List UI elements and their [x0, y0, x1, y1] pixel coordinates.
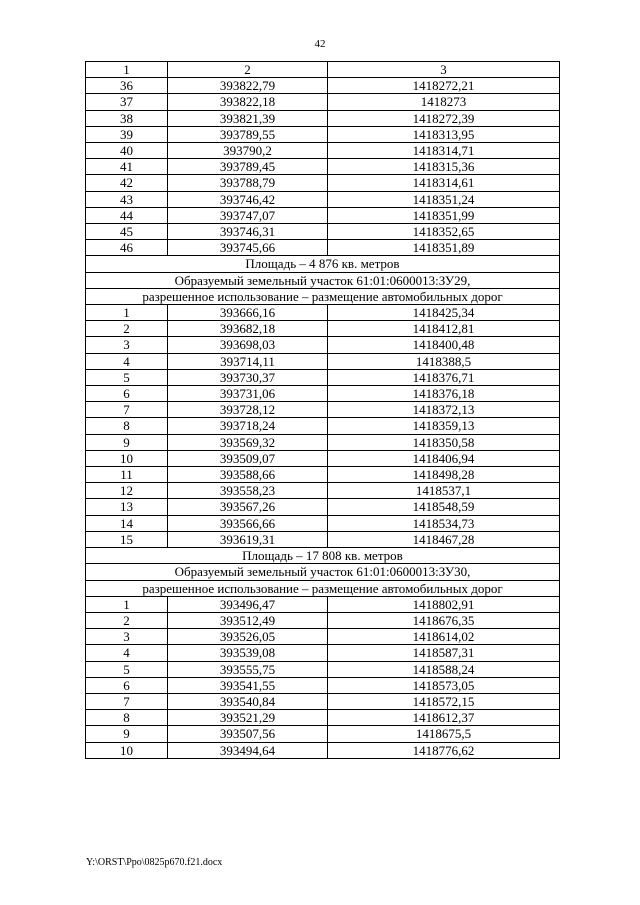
y-coordinate-cell: 1418412,81 — [328, 321, 560, 337]
x-coordinate-cell: 393789,55 — [168, 126, 328, 142]
table-row — [86, 224, 560, 240]
point-number-cell: 2 — [86, 321, 168, 337]
x-coordinate-cell: 393728,12 — [168, 402, 328, 418]
y-coordinate-cell: 1418802,91 — [328, 596, 560, 612]
y-coordinate-cell: 1418359,13 — [328, 418, 560, 434]
table-row — [86, 321, 560, 337]
table-header — [86, 62, 560, 78]
point-number-cell: 10 — [86, 450, 168, 466]
y-coordinate-cell: 1418273 — [328, 94, 560, 110]
table-row — [86, 126, 560, 142]
x-coordinate-cell: 393714,11 — [168, 353, 328, 369]
table-row — [86, 386, 560, 402]
y-coordinate-cell: 1418272,21 — [328, 78, 560, 94]
y-coordinate-cell: 1418676,35 — [328, 612, 560, 628]
y-coordinate-cell: 1418548,59 — [328, 499, 560, 515]
y-coordinate-cell: 1418537,1 — [328, 483, 560, 499]
point-number-cell: 42 — [86, 175, 168, 191]
table-row — [86, 353, 560, 369]
table-row — [86, 467, 560, 483]
point-number-cell: 2 — [86, 612, 168, 628]
point-number-cell: 13 — [86, 499, 168, 515]
point-number-cell: 3 — [86, 337, 168, 353]
table-section-row — [86, 580, 560, 596]
table-row — [86, 677, 560, 693]
x-coordinate-cell: 393790,2 — [168, 143, 328, 159]
table-row — [86, 629, 560, 645]
y-coordinate-cell: 1418376,71 — [328, 369, 560, 385]
x-coordinate-cell: 393698,03 — [168, 337, 328, 353]
table-row — [86, 159, 560, 175]
x-coordinate-cell: 393745,66 — [168, 240, 328, 256]
table-row — [86, 499, 560, 515]
y-coordinate-cell: 1418400,48 — [328, 337, 560, 353]
table-row — [86, 207, 560, 223]
point-number-cell: 41 — [86, 159, 168, 175]
header-cell-x: 2 — [168, 62, 328, 78]
point-number-cell: 5 — [86, 369, 168, 385]
point-number-cell: 9 — [86, 726, 168, 742]
table-row — [86, 418, 560, 434]
section-caption: Площадь – 4 876 кв. метров — [86, 256, 560, 272]
x-coordinate-cell: 393789,45 — [168, 159, 328, 175]
y-coordinate-cell: 1418572,15 — [328, 693, 560, 709]
point-number-cell: 14 — [86, 515, 168, 531]
table-section-row — [86, 288, 560, 304]
x-coordinate-cell: 393746,42 — [168, 191, 328, 207]
point-number-cell: 43 — [86, 191, 168, 207]
table-row — [86, 369, 560, 385]
table-header-row — [86, 62, 560, 78]
x-coordinate-cell: 393541,55 — [168, 677, 328, 693]
point-number-cell: 1 — [86, 596, 168, 612]
table-row — [86, 78, 560, 94]
table-row — [86, 645, 560, 661]
x-coordinate-cell: 393509,07 — [168, 450, 328, 466]
table-row — [86, 337, 560, 353]
section-caption: разрешенное использование – размещение автомобильных дорог — [86, 288, 560, 304]
table-row — [86, 143, 560, 159]
point-number-cell: 40 — [86, 143, 168, 159]
table-body — [86, 78, 560, 759]
x-coordinate-cell: 393567,26 — [168, 499, 328, 515]
y-coordinate-cell: 1418587,31 — [328, 645, 560, 661]
y-coordinate-cell: 1418351,89 — [328, 240, 560, 256]
table-row — [86, 531, 560, 547]
table-row — [86, 402, 560, 418]
y-coordinate-cell: 1418425,34 — [328, 305, 560, 321]
x-coordinate-cell: 393619,31 — [168, 531, 328, 547]
x-coordinate-cell: 393555,75 — [168, 661, 328, 677]
y-coordinate-cell: 1418352,65 — [328, 224, 560, 240]
x-coordinate-cell: 393494,64 — [168, 742, 328, 758]
y-coordinate-cell: 1418612,37 — [328, 710, 560, 726]
y-coordinate-cell: 1418534,73 — [328, 515, 560, 531]
x-coordinate-cell: 393496,47 — [168, 596, 328, 612]
x-coordinate-cell: 393822,79 — [168, 78, 328, 94]
point-number-cell: 8 — [86, 710, 168, 726]
x-coordinate-cell: 393566,66 — [168, 515, 328, 531]
y-coordinate-cell: 1418372,13 — [328, 402, 560, 418]
table-row — [86, 94, 560, 110]
point-number-cell: 37 — [86, 94, 168, 110]
y-coordinate-cell: 1418376,18 — [328, 386, 560, 402]
table-row — [86, 191, 560, 207]
table-row — [86, 693, 560, 709]
table-row — [86, 661, 560, 677]
x-coordinate-cell: 393507,56 — [168, 726, 328, 742]
y-coordinate-cell: 1418314,71 — [328, 143, 560, 159]
point-number-cell: 36 — [86, 78, 168, 94]
point-number-cell: 7 — [86, 402, 168, 418]
table-row — [86, 175, 560, 191]
x-coordinate-cell: 393718,24 — [168, 418, 328, 434]
point-number-cell: 45 — [86, 224, 168, 240]
coordinates-table — [85, 61, 560, 759]
x-coordinate-cell: 393788,79 — [168, 175, 328, 191]
table-section-row — [86, 256, 560, 272]
point-number-cell: 1 — [86, 305, 168, 321]
point-number-cell: 8 — [86, 418, 168, 434]
x-coordinate-cell: 393747,07 — [168, 207, 328, 223]
point-number-cell: 15 — [86, 531, 168, 547]
y-coordinate-cell: 1418272,39 — [328, 110, 560, 126]
x-coordinate-cell: 393682,18 — [168, 321, 328, 337]
x-coordinate-cell: 393822,18 — [168, 94, 328, 110]
x-coordinate-cell: 393746,31 — [168, 224, 328, 240]
x-coordinate-cell: 393539,08 — [168, 645, 328, 661]
y-coordinate-cell: 1418388,5 — [328, 353, 560, 369]
point-number-cell: 4 — [86, 645, 168, 661]
page-number: 42 — [314, 38, 326, 50]
table-row — [86, 710, 560, 726]
point-number-cell: 4 — [86, 353, 168, 369]
point-number-cell: 7 — [86, 693, 168, 709]
section-caption: Площадь – 17 808 кв. метров — [86, 548, 560, 564]
table-row — [86, 483, 560, 499]
point-number-cell: 11 — [86, 467, 168, 483]
x-coordinate-cell: 393512,49 — [168, 612, 328, 628]
y-coordinate-cell: 1418467,28 — [328, 531, 560, 547]
y-coordinate-cell: 1418315,36 — [328, 159, 560, 175]
header-cell-point-number: 1 — [86, 62, 168, 78]
x-coordinate-cell: 393730,37 — [168, 369, 328, 385]
point-number-cell: 9 — [86, 434, 168, 450]
section-caption: Образуемый земельный участок 61:01:0600013:ЗУ30, — [86, 564, 560, 580]
table-row — [86, 305, 560, 321]
y-coordinate-cell: 1418614,02 — [328, 629, 560, 645]
y-coordinate-cell: 1418675,5 — [328, 726, 560, 742]
x-coordinate-cell: 393558,23 — [168, 483, 328, 499]
x-coordinate-cell: 393588,66 — [168, 467, 328, 483]
table-section-row — [86, 564, 560, 580]
y-coordinate-cell: 1418314,61 — [328, 175, 560, 191]
y-coordinate-cell: 1418350,58 — [328, 434, 560, 450]
point-number-cell: 46 — [86, 240, 168, 256]
point-number-cell: 38 — [86, 110, 168, 126]
table-section-row — [86, 272, 560, 288]
table-row — [86, 450, 560, 466]
x-coordinate-cell: 393821,39 — [168, 110, 328, 126]
x-coordinate-cell: 393540,84 — [168, 693, 328, 709]
point-number-cell: 6 — [86, 677, 168, 693]
point-number-cell: 12 — [86, 483, 168, 499]
y-coordinate-cell: 1418351,99 — [328, 207, 560, 223]
x-coordinate-cell: 393731,06 — [168, 386, 328, 402]
point-number-cell: 10 — [86, 742, 168, 758]
table-row — [86, 612, 560, 628]
y-coordinate-cell: 1418573,05 — [328, 677, 560, 693]
table-row — [86, 515, 560, 531]
x-coordinate-cell: 393526,05 — [168, 629, 328, 645]
point-number-cell: 6 — [86, 386, 168, 402]
point-number-cell: 39 — [86, 126, 168, 142]
header-cell-y: 3 — [328, 62, 560, 78]
table-row — [86, 726, 560, 742]
table-section-row — [86, 548, 560, 564]
footer-file-path: Y:\ORST\Ppo\0825p670.f21.docx — [86, 857, 223, 868]
y-coordinate-cell: 1418776,62 — [328, 742, 560, 758]
y-coordinate-cell: 1418351,24 — [328, 191, 560, 207]
table-row — [86, 742, 560, 758]
point-number-cell: 5 — [86, 661, 168, 677]
y-coordinate-cell: 1418406,94 — [328, 450, 560, 466]
x-coordinate-cell: 393666,16 — [168, 305, 328, 321]
y-coordinate-cell: 1418498,28 — [328, 467, 560, 483]
point-number-cell: 44 — [86, 207, 168, 223]
point-number-cell: 3 — [86, 629, 168, 645]
table-row — [86, 596, 560, 612]
section-caption: разрешенное использование – размещение автомобильных дорог — [86, 580, 560, 596]
y-coordinate-cell: 1418313,95 — [328, 126, 560, 142]
table-row — [86, 434, 560, 450]
table-row — [86, 240, 560, 256]
x-coordinate-cell: 393569,32 — [168, 434, 328, 450]
section-caption: Образуемый земельный участок 61:01:0600013:ЗУ29, — [86, 272, 560, 288]
table-row — [86, 110, 560, 126]
y-coordinate-cell: 1418588,24 — [328, 661, 560, 677]
x-coordinate-cell: 393521,29 — [168, 710, 328, 726]
